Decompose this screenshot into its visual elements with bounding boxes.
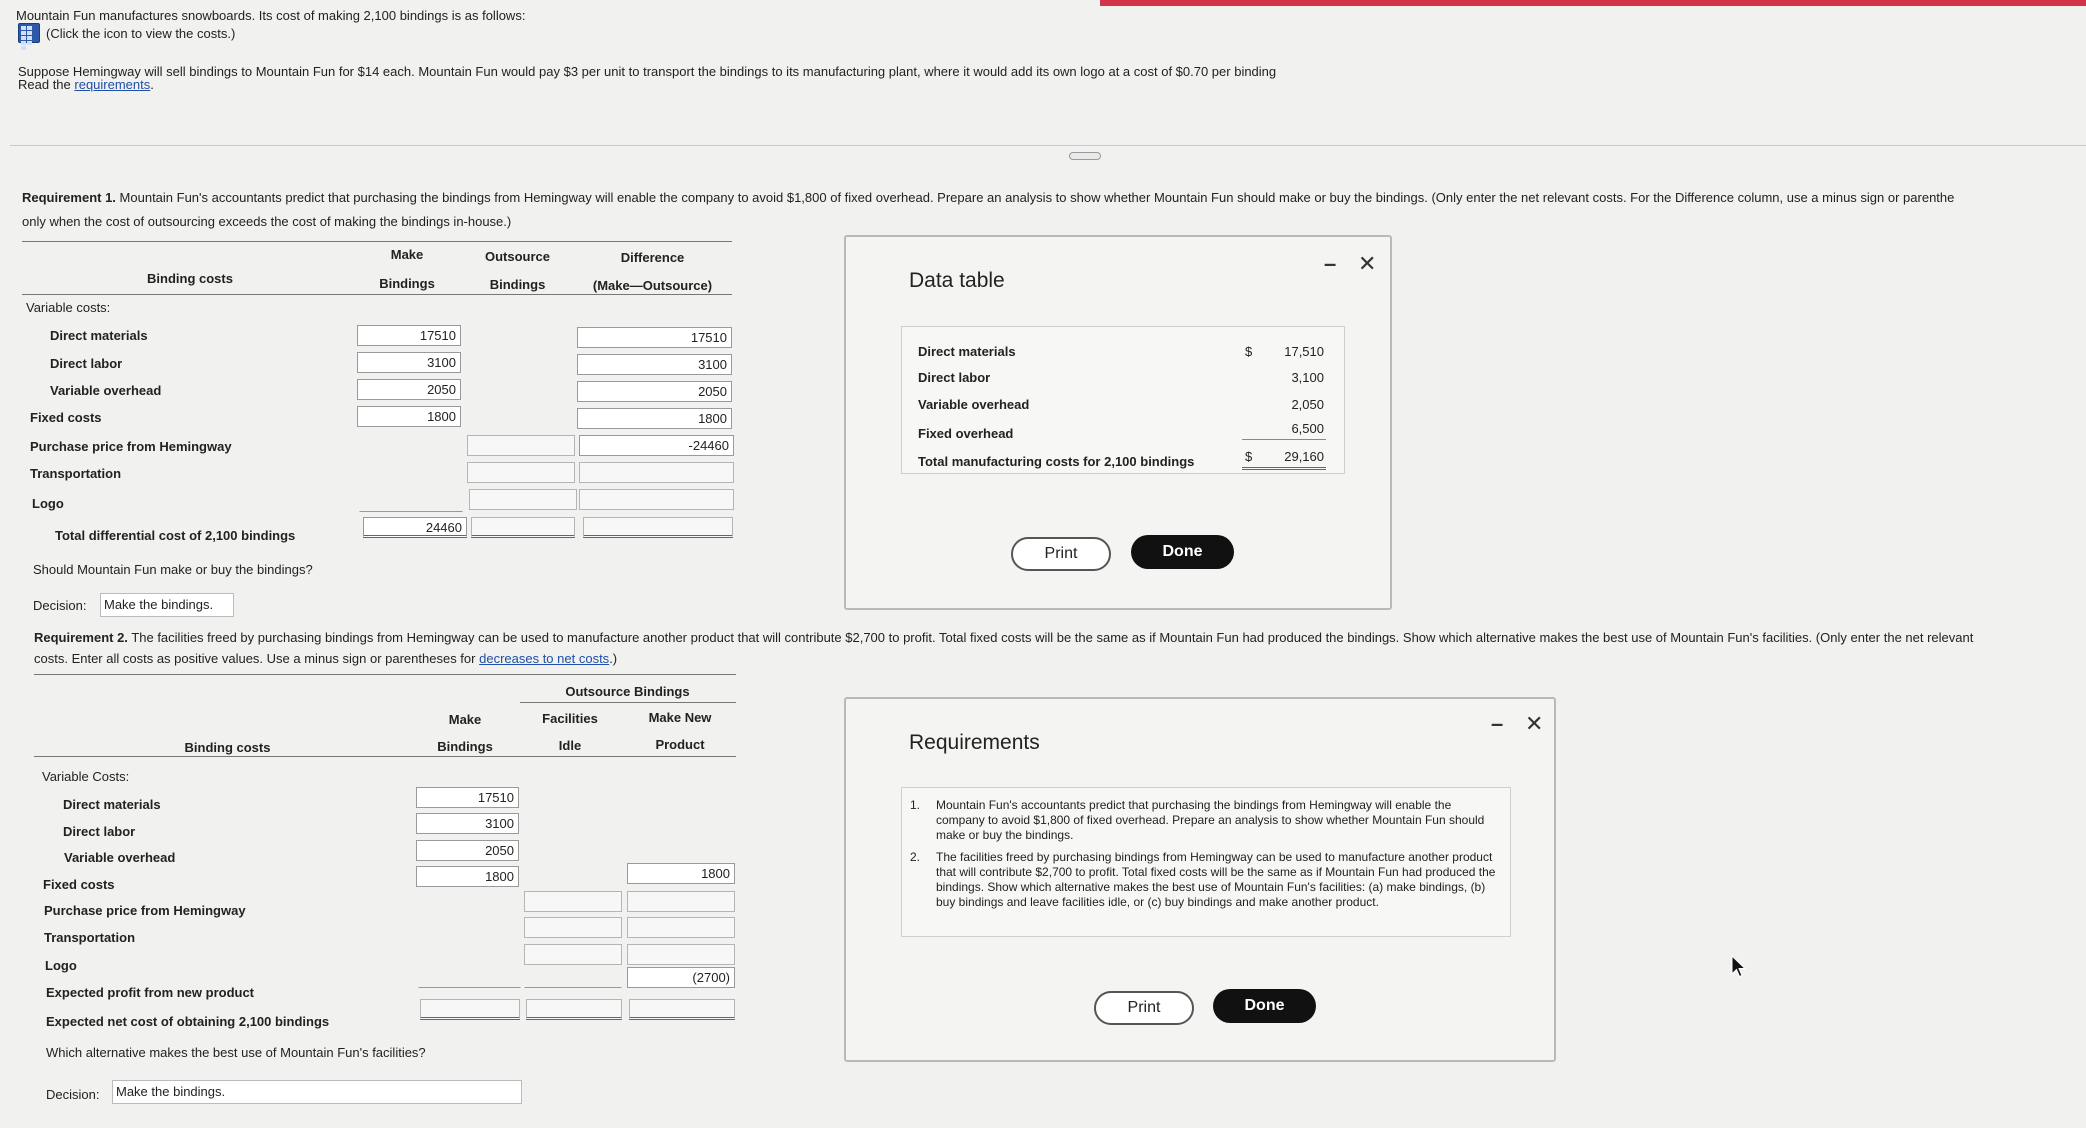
dt-row-4-value: 29,160 [1284,449,1324,464]
requirements-print-button[interactable]: Print [1094,991,1194,1025]
req1-diff-tr-input[interactable] [579,462,734,483]
req1-diff-pp-input[interactable]: -24460 [579,435,734,456]
req2-row-dm: Direct materials [63,797,161,812]
req2-new-fc-input[interactable]: 1800 [627,863,735,884]
req1-text-a [22,190,1954,206]
req2-idle-pp-input[interactable] [524,891,622,912]
dt-row-1-value: 3,100 [1291,370,1324,385]
req2-row-pp: Purchase price from Hemingway [44,903,246,918]
req2-new-logo-input[interactable] [627,944,735,965]
dt-total-double-rule [1242,467,1326,470]
req1-make-dl-input[interactable]: 3100 [357,352,461,373]
req1-diff-fc-input[interactable]: 1800 [577,408,732,429]
req1-make-fc-input[interactable]: 1800 [357,406,461,427]
req2-head-idle-1: Facilities [542,711,598,726]
req2-head-binding-costs: Binding costs [184,740,271,755]
req2-idle-profit-input[interactable] [524,967,622,988]
req2-title: Requirement 2. [34,630,128,645]
req1-diff-vo-input[interactable]: 2050 [577,381,732,402]
dt-row-4-dollar: $ [1245,449,1253,464]
req1-head-diff-2: (Make—Outsource) [592,278,713,293]
data-table-panel [844,235,1392,610]
req1-head-out-2: Bindings [489,277,546,292]
close-icon[interactable]: ✕ [1358,251,1377,276]
req1-row-pp: Purchase price from Hemingway [30,439,232,454]
req1-decision-label: Decision: [33,598,87,613]
dt-row-0-label: Direct materials [918,344,1016,359]
req2-row-vo: Variable overhead [64,850,176,865]
data-table-title: Data table [909,269,1005,292]
req2-head-idle-2: Idle [558,738,582,753]
req2-text-b [34,651,617,667]
data-table-grid [901,326,1345,474]
req2-new-tr-input[interactable] [627,917,735,938]
req2-new-pp-input[interactable] [627,891,735,912]
requirements-panel [844,697,1556,1062]
intro-line-2: Suppose Hemingway will sell bindings to Mountain Fun for $14 each. Mountain Fun would pay $3 per unit to transport the bindings to its manufacturing plant, where it would add its own logo at a cost of $0.70 per binding [18,64,1277,79]
req1-head-out-1: Outsource [484,249,550,264]
req1-text-a-body: Mountain Fun's accountants predict that purchasing the bindings from Hemingway will enable the company to avoid $1,800 of fixed overhead. Prepare an analysis to show whether Mountain Fun should make or buy the bindings. (Only enter the net relevant costs. For the Difference column, use a minus sign or parenthe [119,190,1955,205]
req1-out-total-input[interactable] [471,517,575,538]
req2-make-vo-input[interactable]: 2050 [416,840,519,861]
requirement-2-num: 2. [910,850,921,864]
dt-row-0-dollar: $ [1245,344,1253,359]
resize-handle[interactable] [1069,152,1101,160]
dt-row-0-value: 17,510 [1284,344,1324,359]
req2-head-make-1: Make [448,712,482,727]
req2-text-b-suffix: .) [609,651,618,666]
req2-text-a [34,630,1973,646]
dt-row-4-label: Total manufacturing costs for 2,100 bindings [918,454,1195,469]
data-table-icon[interactable] [18,23,40,43]
dt-row-1-label: Direct labor [918,370,991,385]
req2-row-variable-costs: Variable Costs: [42,769,130,784]
req1-head-make-2: Bindings [379,276,435,291]
dt-row-3-label: Fixed overhead [918,426,1014,441]
read-requirements [18,77,154,93]
req2-head-new-1: Make New [648,710,712,725]
req1-decision-select[interactable]: Make the bindings. [100,593,234,617]
intro-line-1: Mountain Fun manufactures snowboards. Its cost of making 2,100 bindings is as follows: [16,8,526,23]
req2-row-tr: Transportation [44,930,136,945]
req1-row-logo: Logo [32,496,64,511]
requirement-1-num: 1. [910,798,921,812]
req2-make-dl-input[interactable]: 3100 [416,813,519,834]
req1-row-total: Total differential cost of 2,100 bindings [55,528,296,543]
req2-row-net: Expected net cost of obtaining 2,100 bindings [46,1014,330,1029]
req1-question: Should Mountain Fun make or buy the bindings? [33,562,313,577]
req2-idle-net-input[interactable] [526,999,622,1020]
req1-out-logo-input[interactable] [469,489,577,510]
req1-row-dl: Direct labor [50,356,123,371]
minimize-icon[interactable]: – [1491,711,1504,736]
req1-row-tr: Transportation [30,466,122,481]
requirement-2-text: The facilities freed by purchasing bindings from Hemingway can be used to manufacture another product that will contribute $2,700 to profit. Total fixed costs will be the same as if Mountain Fun had produced the bindings. Show which alternative makes the best use of Mountain Fun's facilities: (a) make bindings, (b) buy bindings and leave facilities idle, or (c) buy bindings and make another product. [936,850,1496,909]
req1-diff-total-input[interactable] [583,517,733,538]
dt-row-2-label: Variable overhead [918,397,1030,412]
req2-head-new-2: Product [655,737,705,752]
req2-head-make-2: Bindings [437,739,493,754]
req2-make-dm-input[interactable]: 17510 [416,787,519,808]
req1-out-pp-input[interactable] [467,435,575,456]
req2-row-dl: Direct labor [63,824,136,839]
req1-text-b: only when the cost of outsourcing exceeds the cost of making the bindings in-house.) [22,214,512,229]
req1-row-vo: Variable overhead [50,383,162,398]
requirements-list [901,787,1511,937]
req2-question: Which alternative makes the best use of Mountain Fun's facilities? [46,1045,426,1060]
req2-table-top-rule [34,674,736,675]
req2-text-b-prefix: costs. Enter all costs as positive values. Use a minus sign or parentheses for [34,651,476,666]
requirements-done-button[interactable]: Done [1213,989,1316,1023]
data-table-done-button[interactable]: Done [1131,535,1234,569]
requirement-1-text: Mountain Fun's accountants predict that purchasing the bindings from Hemingway will enable the company to avoid $1,800 of fixed overhead. Prepare an analysis to show whether Mountain Fun should make or buy the bindings. [936,798,1485,842]
req2-decision-select[interactable]: Make the bindings. [112,1080,522,1104]
req1-row-variable-costs: Variable costs: [26,300,111,315]
req2-text-a-body: The facilities freed by purchasing bindings from Hemingway can be used to manufacture another product that will contribute $2,700 to profit. Total fixed costs will be the same as if Mountain Fun had produced the bindings. Show which alternative makes the best use of Mountain Fun's facilities. (Only enter the net relevant [131,630,1974,645]
req1-title: Requirement 1. [22,190,116,205]
req1-make-vo-input[interactable]: 2050 [357,379,461,400]
req2-make-net-input[interactable] [420,999,520,1020]
req2-new-profit-input[interactable]: (2700) [627,967,735,988]
dt-subtotal-rule [1242,439,1326,440]
minimize-icon[interactable]: – [1324,251,1337,276]
section-divider [10,145,2086,146]
req1-row-fc: Fixed costs [30,410,102,425]
req2-idle-logo-input[interactable] [524,944,622,965]
req2-group-rule [520,702,736,703]
req1-make-logo-input[interactable] [359,491,463,512]
dt-row-2-value: 2,050 [1291,397,1324,412]
dt-row-3-value: 6,500 [1291,421,1324,436]
req1-head-diff-1: Difference [620,250,685,265]
req2-head-outsource-group: Outsource Bindings [565,684,690,699]
req1-diff-dm-input[interactable]: 17510 [577,327,732,348]
req1-diff-dl-input[interactable]: 3100 [577,354,732,375]
req1-make-dm-input[interactable]: 17510 [357,325,461,346]
data-table-print-button[interactable]: Print [1011,537,1111,571]
requirements-title: Requirements [909,731,1040,754]
mouse-cursor-icon [1731,955,1747,979]
read-suffix: . [150,77,154,92]
decreases-link[interactable]: decreases to net costs [479,651,610,666]
req2-new-net-input[interactable] [629,999,735,1020]
req2-row-profit: Expected profit from new product [46,985,255,1000]
req2-make-fc-input[interactable]: 1800 [416,866,519,887]
req2-make-profit-input[interactable] [418,967,521,988]
req1-table-top-rule [22,241,732,242]
req2-header-rule [34,756,736,757]
icon-hint: (Click the icon to view the costs.) [46,26,236,41]
req1-head-make-1: Make [390,247,424,262]
top-accent-bar [1100,0,2086,6]
read-prefix: Read the [18,77,71,92]
close-icon[interactable]: ✕ [1525,711,1544,736]
req1-header-rule [22,294,732,295]
req1-head-binding-costs: Binding costs [147,271,233,286]
req1-make-total-input[interactable]: 24460 [363,517,467,538]
req1-row-dm: Direct materials [50,328,148,343]
req2-row-logo: Logo [45,958,77,973]
req2-decision-label: Decision: [46,1087,100,1102]
requirements-link[interactable]: requirements [74,77,151,92]
req1-out-tr-input[interactable] [467,462,575,483]
req1-diff-logo-input[interactable] [579,489,734,510]
req2-idle-tr-input[interactable] [524,917,622,938]
req2-row-fc: Fixed costs [43,877,115,892]
